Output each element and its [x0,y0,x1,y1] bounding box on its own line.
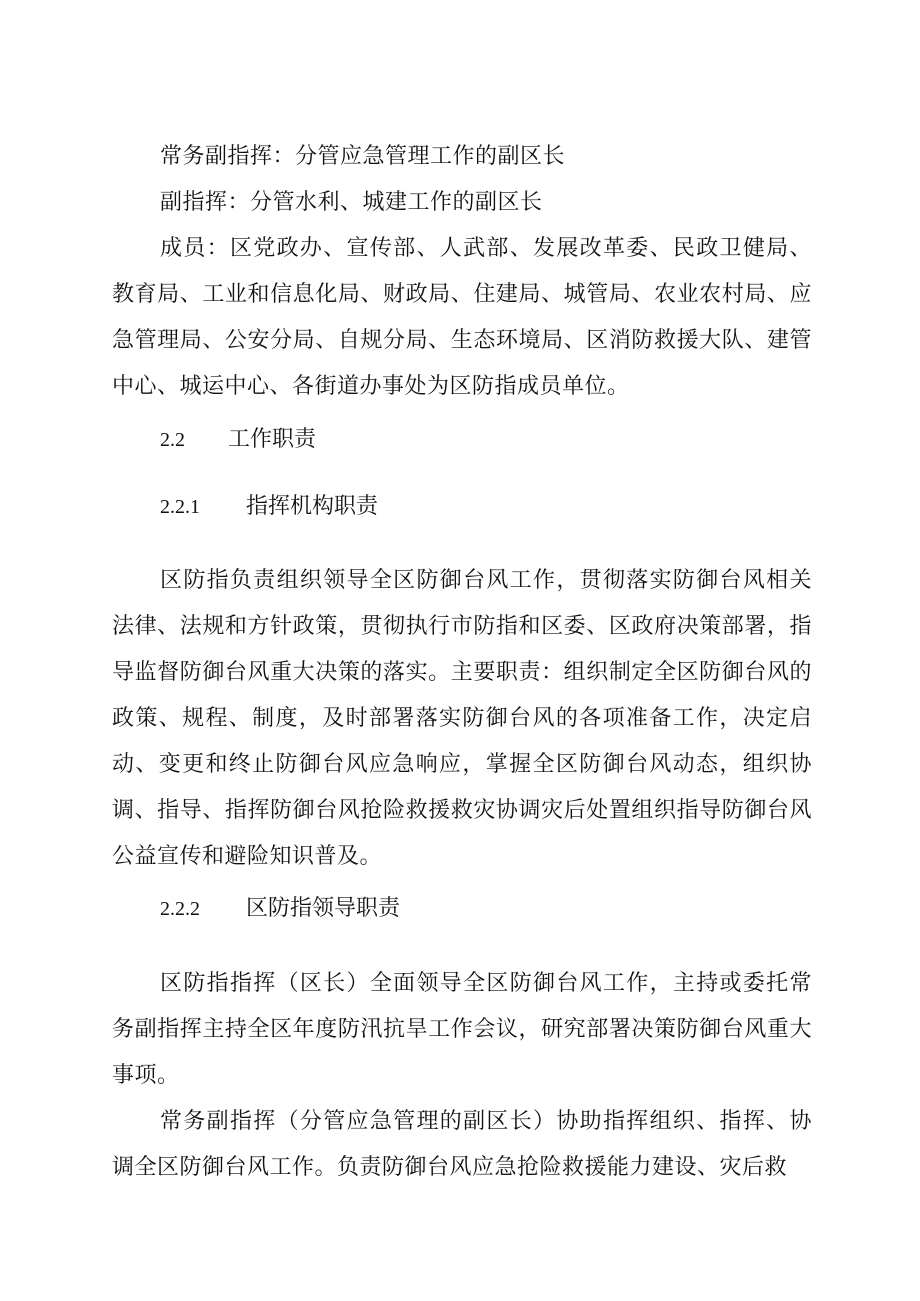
heading-2-2-2 [160,889,400,929]
command-duties-section [112,558,812,880]
heading-title: 指挥机构职责 [246,494,379,519]
command-duties-paragraph: 区防指负责组织领导全区防御台风工作，贯彻落实防御台风相关法律、法规和方针政策，贯彻执行市防指和区委、区政府决策部署，指导监督防御台风重大决策的落实。主要职责：组织制定全区防御台风的政策、规程、制度，及时部署落实防御台风的各项准备工作，决定启动、变更和终止防御台风应急响应，掌握全区防御台风动态，组织协调、指导、指挥防御台风抢险救援救灾协调灾后处置组织指导防御台风公益宣传和避险知识普及。 [112,568,812,869]
deputy-commander-line: 常务副指挥：分管应急管理工作的副区长 [160,144,566,169]
heading-title: 工作职责 [228,427,317,452]
heading-number: 2.2 [160,429,185,451]
heading-number: 2.2.1 [160,496,200,518]
heading-title: 区防指领导职责 [246,896,401,921]
heading-number: 2.2.2 [160,898,200,920]
heading-2-2 [160,420,316,460]
intro-section [112,134,812,410]
heading-2-2-1 [160,487,378,527]
leader-duties-section [112,961,812,1191]
vice-commander-line: 副指挥：分管水利、城建工作的副区长 [160,190,543,215]
commander-duties-paragraph: 区防指指挥（区长）全面领导全区防御台风工作，主持或委托常务副指挥主持全区年度防汛抗旱工作会议，研究部署决策防御台风重大事项。 [112,971,812,1088]
members-paragraph: 成员：区党政办、宣传部、人武部、发展改革委、民政卫健局、教育局、工业和信息化局、财政局、住建局、城管局、农业农村局、应急管理局、公安分局、自规分局、生态环境局、区消防救援大队、建管中心、城运中心、各街道办事处为区防指成员单位。 [112,236,812,399]
deputy-duties-paragraph: 常务副指挥（分管应急管理的副区长）协助指挥组织、指挥、协调全区防御台风工作。负责防御台风应急抢险救援能力建设、灾后救 [112,1109,812,1180]
